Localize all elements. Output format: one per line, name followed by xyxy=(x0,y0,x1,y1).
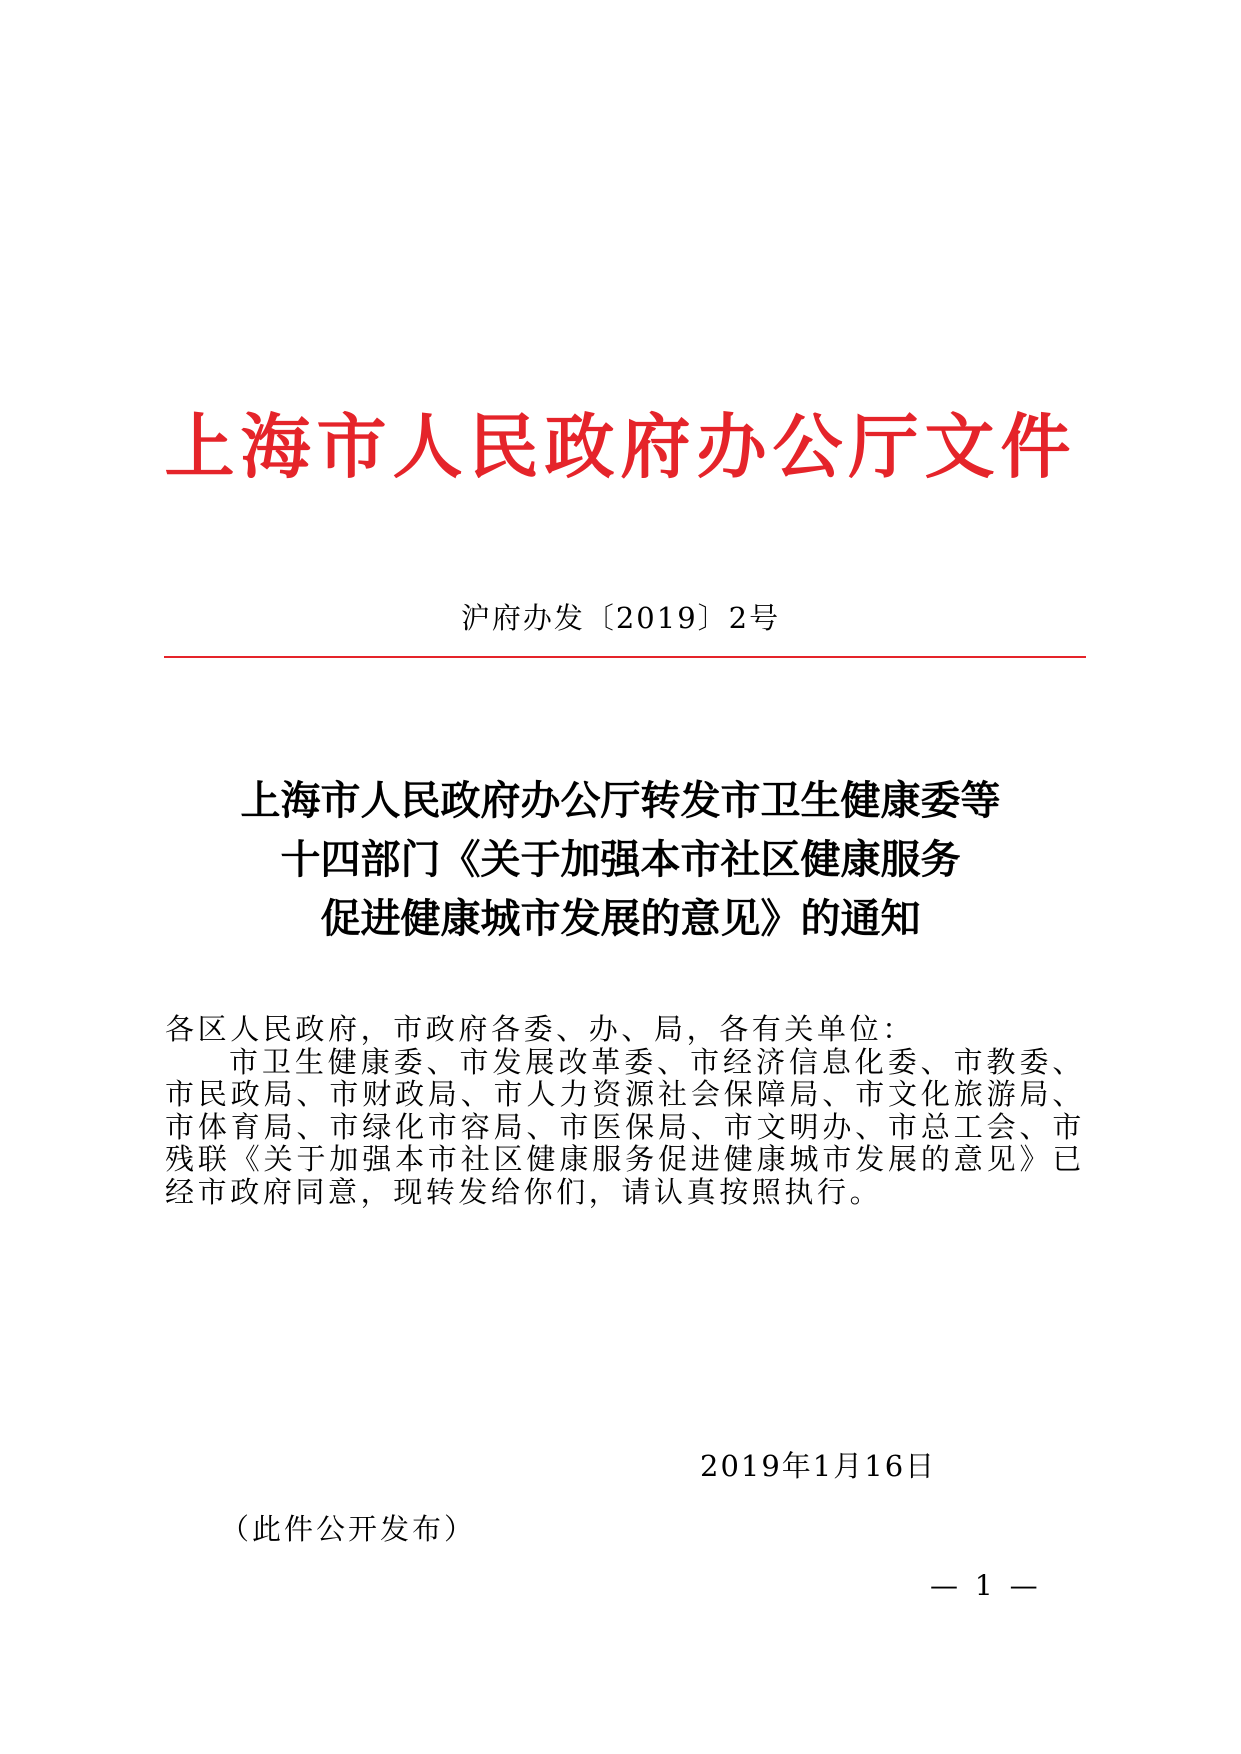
title-line-3: 促进健康城市发展的意见》的通知 xyxy=(320,895,921,942)
page-number: — 1 — xyxy=(930,1569,1042,1602)
document-body xyxy=(165,1013,1085,1208)
public-release-note: （此件公开发布） xyxy=(220,1512,477,1546)
document-number: 沪府办发〔2019〕2号 xyxy=(460,601,781,635)
document-masthead: 上海市人民政府办公厅文件 xyxy=(164,405,1077,488)
title-line-2: 十四部门《关于加强本市社区健康服务 xyxy=(280,836,961,883)
title-line-1: 上海市人民政府办公厅转发市卫生健康委等 xyxy=(240,777,1001,824)
body-paragraph: 市卫生健康委、市发展改革委、市经济信息化委、市教委、市民政局、市财政局、市人力资源社会保障局、市文化旅游局、市体育局、市绿化市容局、市医保局、市文明办、市总工会、市残联《关于加强本市社区健康服务促进健康城市发展的意见》已经市政府同意，现转发给你们，请认真按照执行。 xyxy=(165,1044,1085,1209)
red-divider-line xyxy=(164,656,1086,658)
document-title xyxy=(0,771,1241,948)
salutation: 各区人民政府，市政府各委、办、局，各有关单位： xyxy=(165,1012,915,1046)
issue-date: 2019年1月16日 xyxy=(700,1449,937,1483)
